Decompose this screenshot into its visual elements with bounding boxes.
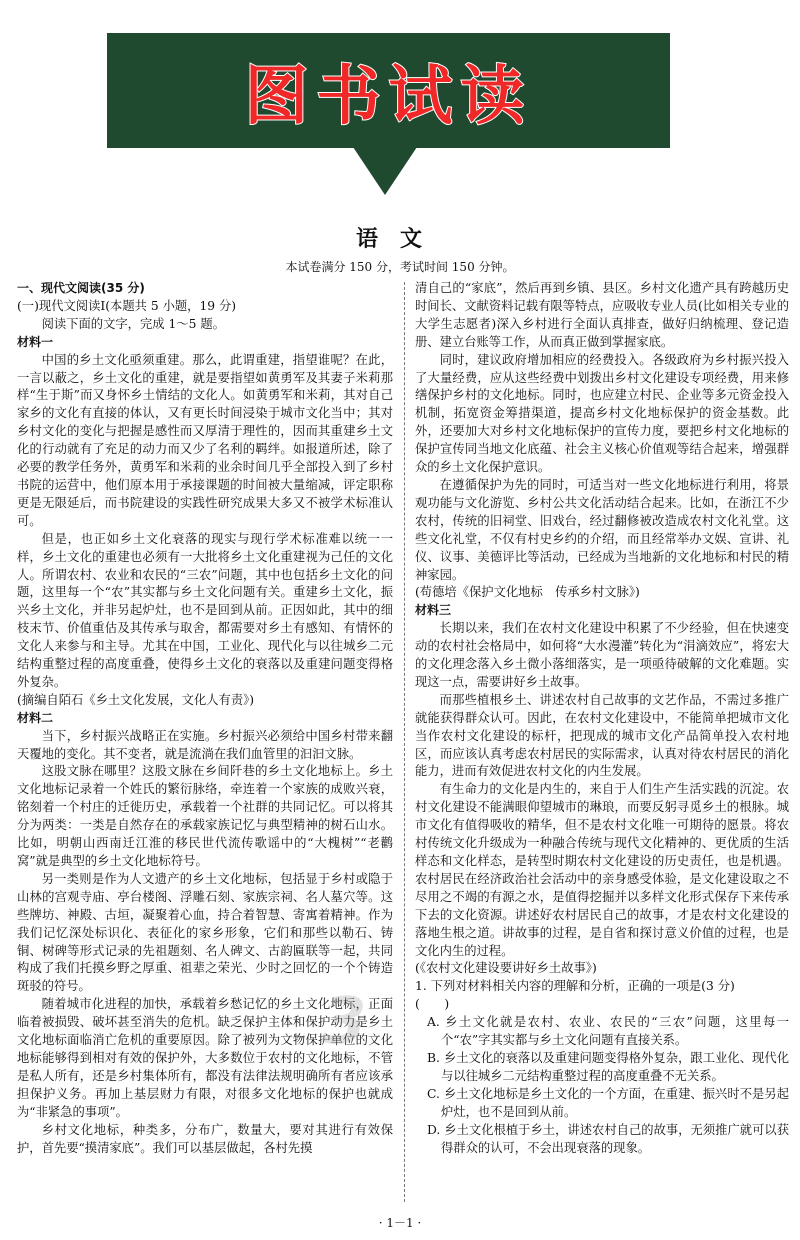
material-2-paragraph: 在遵循保护为先的同时，可适当对一些文化地标进行利用，将景观功能与文化游览、乡村公共文化活动结合起来。比如，在浙江不少农村，传统的旧祠堂、旧戏台，经过翻修被改造成农村文化礼堂。这些文化礼堂，不仅有村史乡约的介绍，而且经常举办文娱、宣讲、礼仪、议事、美德评比等活动，已经成为当地新的文化地标和村民的精神家园。	[415, 477, 789, 582]
right-column	[415, 280, 789, 1157]
banner-title: 图书试读	[244, 59, 533, 134]
material-2-paragraph: 乡村文化地标，种类多，分布广，数量大，要对其进行有效保护，首先要“摸清家底”。我们可以基层做起，各村先摸	[17, 1122, 393, 1155]
question-1-option-d: D. 乡土文化根植于乡土，讲述农村自己的故事，无须推广就可以获得群众的认可，不会出现衰落的现象。	[427, 1122, 789, 1155]
question-1-option-a: A. 乡土文化就是农村、农业、农民的“三农”问题，这里每一个“农”字其实都与乡土文化问题有直接关系。	[427, 1015, 789, 1048]
material-2-paragraph: 同时，建议政府增加相应的经费投入。各级政府为乡村振兴投入了大量经费，应从这些经费中划拨出乡村文化建设专项经费，用来修缮保护乡村的文化地标。同时，也应建立村民、企业等多元资金投入机制，拓宽资金筹措渠道，提高乡村文化地标保护的资金基数。此外，还要加大对乡村文化地标保护的宣传力度，要把乡村文化地标的保护宣传同当地文化底蕴、社会主义核心价值观等结合起来，增强群众的乡土文化保护意识。	[415, 352, 789, 475]
question-1-option-b: B. 乡土文化的衰落以及重建问题变得格外复杂，跟工业化、现代化与以往城乡二元结构重整过程的高度重叠不无关系。	[427, 1050, 789, 1083]
material-1-paragraph: 中国的乡土文化亟须重建。那么，此谓重建，指望谁呢？在此，一言以蔽之，乡土文化的重建，就是要指望如黄勇军及其妻子米莉那样“生于斯”而又身怀乡土情结的文化人。如黄勇军和米莉，其对自己家乡的文化有直接的体认，又有更长时间浸染于城市文化当中；其对乡村文化的变化与把握是感性而又厚清于理性的，因而其重建乡土文化的行动就有了充足的动力而又少了名利的羁绊。如报道所述，除了必要的教学任务外，黄勇军和米莉的业余时间几乎全部投入到了乡村书院的运营中，他们原本用于承接课题的时间被大量缩减，评定职称更是无限延后，而书院建设的实践性研究成果大多又不被学术标准认可。	[17, 352, 393, 528]
banner	[107, 33, 670, 148]
material-2-source: (苟德培《保护文化地标 传承乡村文脉》)	[415, 585, 640, 600]
material-2-paragraph: 另一类则是作为人文遗产的乡土文化地标，包括显于乡村或隐于山林的宫观寺庙、亭台楼阁、浮雕石刻、家族宗祠、名人墓穴等。这些牌坊、神殿、古垣，凝聚着心血，持合着智慧、寄寓着精神。作为我们记忆深处标识化、表征化的家乡形象，它们和那些以勒石、铸铜、树碑等形式记录的先祖题刻、名人碑文、古韵匾联等一起，共同构成了我们托摸乡野之厚重、祖辈之荣光、少时之回忆的一个个铸造斑驳的符号。	[17, 871, 393, 994]
material-2-paragraph: 清自己的“家底”，然后再到乡镇、县区。乡村文化遗产具有跨越历史时间长、文献资料记载有限等特点，应吸收专业人员(比如相关专业的大学生志愿者)深入乡村进行全面认真排查，做好归纳梳理、登记造册、建立台账等工作，从而真正做到掌握家底。	[415, 281, 789, 349]
material-2-paragraph: 这股文脉在哪里？这股文脉在乡间阡巷的乡土文化地标上。乡土文化地标记录着一个姓氏的繁衍脉络，牵连着一个家族的成败兴衰，铭刻着一个村庄的迁徙历史，承载着一个社群的共同记忆。可以将其分为两类：一类是自然存在的承载家族记忆与典型精神的树石山水。比如，明朝山西南迁江淮的移民世代流传歌谣中的“大槐树”“老鹳窝”就是典型的乡土文化地标符号。	[17, 764, 393, 868]
subsection-title: (一)现代文阅读Ⅰ(本题共 5 小题，19 分)	[17, 298, 237, 313]
material-1-paragraph: 但是，也正如乡土文化衰落的现实与现行学术标准难以统一一样，乡土文化的重建也必须有一大批将乡土文化重建视为己任的文化人。所谓农村、农业和农民的“三农”问题，其中也包括乡土文化的问题，这里每一个“农”其实都与乡土文化问题有关。重建乡土文化，振兴乡土文化，并非另起炉灶，也不是回到从前。正因如此，其中的细枝末节、价值重估及其传承与取舍，都需要对乡土有感知、有情怀的文化人来参与和主导。尤其在中国，工业化、现代化与以往城乡二元结构重整过程的高度重叠，使得乡土文化的衰落以及重建问题变得格外复杂。	[17, 531, 393, 689]
column-divider	[404, 282, 405, 1202]
question-1-option-c: C. 乡土文化地标是乡土文化的一个方面，在重建、振兴时不是另起炉灶，也不是回到从前。	[427, 1086, 789, 1119]
material-1-title: 材料一	[17, 334, 54, 349]
watermark: 3	[322, 985, 367, 1059]
instruction: 阅读下面的文字，完成 1～5 题。	[41, 316, 225, 331]
material-2-title: 材料二	[17, 710, 54, 725]
page-number: · 1－1 ·	[378, 1216, 422, 1230]
material-3-paragraph: 而那些植根乡土、讲述农村自己故事的文艺作品，不需过多推广就能获得群众认可。因此，在农村文化建设中，不能简单把城市文化当作农村文化建设的标杆，把现成的城市文化产品简单投入农村地区，而应该认真考虑农村居民的实际需求，认真对待农村居民的消化能力，进而有效促进农村文化的内生发展。	[415, 692, 789, 779]
material-3-paragraph: 有生命力的文化是内生的，来自于人们生产生活实践的沉淀。农村文化建设不能满眼仰望城市的琳琅，而要反躬寻觅乡土的根脉。城市文化有值得吸收的精华，但不是农村文化唯一可期待的愿景。将农村传统文化升级成为一种融合传统与现代文化精神的、更优质的生活样态和文化样态，是转型时期农村文化建设的历史责任，也是机遇。农村居民在经济政治社会活动中的亲身感受体验，是文化建设取之不尽用之不竭的有源之水，是值得挖掘并以多样文化形式保存下来传承下去的文化资源。讲述好农村居民自己的故事，才是农村文化建设的落地生根之道。讲故事的过程，是自省和探讨意义价值的过程，也是文化内生的过程。	[415, 782, 789, 958]
question-1-stem: 1. 下列对材料相关内容的理解和分析，正确的一项是(3 分)	[415, 979, 735, 994]
material-3-title: 材料三	[415, 603, 452, 618]
subject-title: 语文	[355, 226, 444, 252]
section-title: 一、现代文阅读(35 分)	[17, 281, 145, 295]
exam-note: 本试卷满分 150 分，考试时间 150 分钟。	[285, 260, 515, 274]
answer-bracket: ( )	[415, 997, 450, 1012]
material-1-source: (摘编自陌石《乡土文化发展，文化人有责》)	[17, 692, 255, 707]
banner-pointer	[353, 147, 417, 195]
material-2-paragraph: 随着城市化进程的加快，承载着乡愁记忆的乡土文化地标，正面临着被损毁、破坏甚至消失的危机。缺乏保护主体和保护动力是乡土文化地标面临消亡危机的重要原因。除了被列为文物保护单位的文化地标能够得到相对有效的保护外，大多数位于农村的文化地标，不管是私人所有，还是乡村集体所有，都没有法律法规明确所有者应该承担保护义务。再加上基层财力有限，对很多文化地标的保护也就成为“非紧急的事项”。	[17, 997, 393, 1119]
material-3-source: (《农村文化建设要讲好乡土故事》)	[415, 961, 597, 976]
material-2-paragraph: 当下，乡村振兴战略正在实施。乡村振兴必须给中国乡村带来翻天覆地的变化。其不变者，就是流淌在我们血管里的汩汩文脉。	[17, 728, 393, 761]
material-3-paragraph: 长期以来，我们在农村文化建设中积累了不少经验，但在快速变动的农村社会格局中，如何将“大水漫灌”转化为“涓滴效应”，将宏大的文化理念落入乡土微小落细落实，是一项亟待破解的文化难题。实现这一点，需要讲好乡土故事。	[415, 621, 789, 689]
